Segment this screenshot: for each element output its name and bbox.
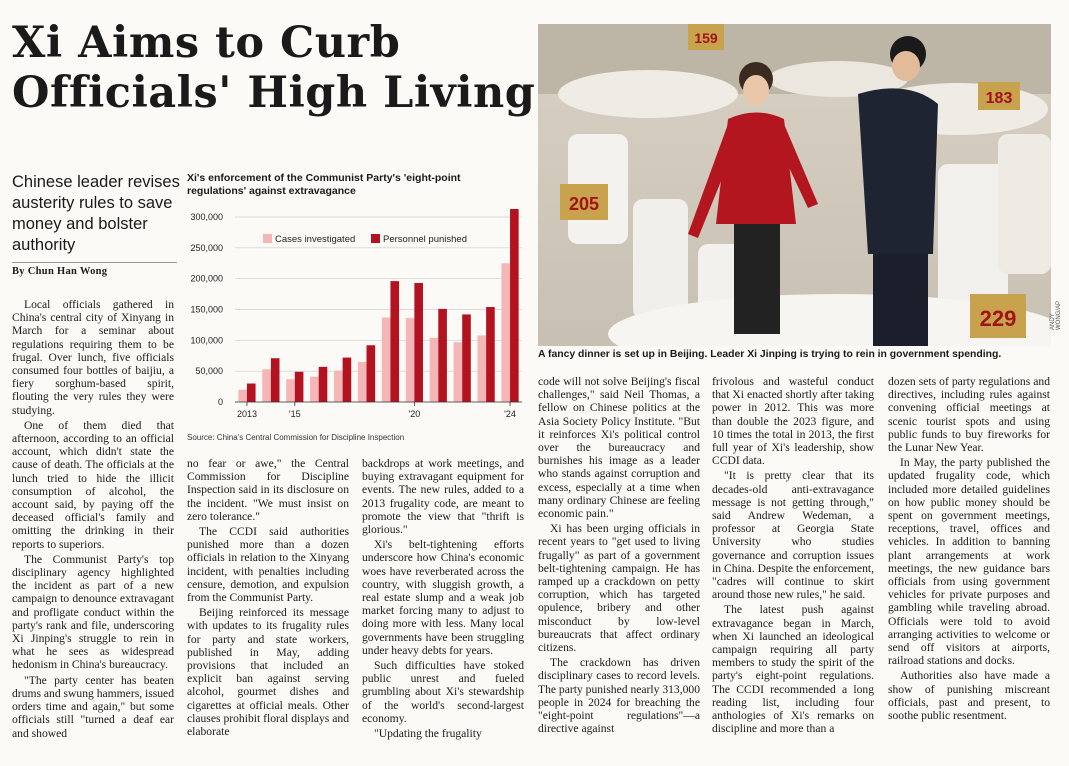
bar-cases [382, 318, 391, 402]
bar-cases [478, 335, 487, 402]
bar-punished [295, 372, 304, 402]
chart-svg [187, 172, 527, 430]
table-number-sign [978, 82, 1020, 110]
bar-cases [238, 390, 247, 402]
paragraph: Xi's belt-tightening efforts underscore how China's economic woes have reverberated across the country, with sluggish growth, a real estate slump and a weak job market forcing many to adjust to doing more with less. Many local governments have been struggling under heavy debts for years. [362, 538, 524, 657]
table-number-sign [688, 24, 724, 50]
paragraph: In May, the party published the updated frugality code, which included more detailed guidelines on how public money should be spent on government meetings, receptions, travel, offices and vehicles. In addition to banning plant arrangements at work meetings, the new guidance bars officials from using government vehicles for private purposes and gambling while traveling abroad. Officials were told to avoid arranging activities to welcome or send off visitors at airports, railroad stations and docks. [888, 456, 1050, 668]
bar-cases [262, 369, 271, 402]
table-number-sign [970, 294, 1026, 338]
bar-cases [334, 371, 343, 402]
legend-swatch [371, 234, 380, 243]
bar-punished [367, 345, 376, 402]
x-tick-label: '24 [504, 409, 516, 419]
article-column-6 [888, 375, 1050, 722]
paragraph: "The party center has beaten drums and swung hammers, issued orders time and again," but some officials still "turned a deaf ear and showed [12, 673, 174, 740]
bar-punished [462, 314, 471, 402]
y-tick-label: 250,000 [190, 242, 223, 253]
table-number: 159 [694, 30, 718, 46]
paragraph: backdrops at work meetings, and buying extravagant equipment for events. The new rules, added to a 2013 frugality code, are meant to promote the view that "thrift is glorious." [362, 457, 524, 537]
x-tick-label: '20 [408, 409, 421, 419]
bar-punished [319, 367, 328, 402]
paragraph: no fear or awe," the Central Commission for Discipline Inspection said in its disclosure on the incident. "We must insist on zero tolerance." [187, 457, 349, 523]
photo-caption: A fancy dinner is set up in Beijing. Leader Xi Jinping is trying to rein in government spending. [538, 349, 1002, 360]
legend-label: Personnel punished [383, 234, 467, 245]
legend-swatch [263, 234, 272, 243]
photo-credit: ANDY WONG/AP [1050, 300, 1062, 330]
y-tick-label: 150,000 [190, 304, 223, 315]
bar-punished [343, 358, 352, 402]
y-tick-label: 100,000 [190, 335, 223, 346]
paragraph: frivolous and wasteful conduct that Xi enacted shortly after taking power in 2012. This was more than double the 2023 figure, and 10 times the total in 2013, the first full year of Xi's leadership, show CCDI data. [712, 375, 874, 468]
y-tick-label: 200,000 [190, 273, 223, 284]
banquet-photo [538, 24, 1051, 346]
paragraph: code will not solve Beijing's fiscal challenges," said Neil Thomas, a fellow on Chinese politics at the Asia Society Policy Institute. "But it reinforces Xi's political control over the bureaucracy and burnishes his image as a leader who stands against corruption and excess, especially at a time when many ordinary Chinese are feeling economic pain." [538, 375, 700, 521]
bar-punished [390, 281, 399, 402]
paragraph: The Communist Party's top disciplinary agency highlighted the incident as part of a new campaign to denounce extravagant and profligate conduct within the party's rank and file, underscoring Xi Jinping's struggle to rein in what he sees as widespread hedonism in China's bureaucracy. [12, 552, 174, 672]
paragraph: dozen sets of party regulations and directives, including rules against convening official meetings at scenic tourist spots and using public funds to buy fireworks for the Lunar New Year. [888, 375, 1050, 455]
table-number: 205 [568, 194, 600, 214]
bar-cases [358, 362, 367, 402]
y-tick-label: 0 [217, 397, 223, 407]
article-column-5 [712, 375, 874, 735]
paragraph: The latest push against extravagance began in March, when Xi launched an ideological campaign requiring all party members to study the spirit of the party's eight-point regulations. The CCDI recommended a long reading list, including four anthologies of Xi's remarks on discipline and more than a [712, 603, 874, 736]
bar-punished [247, 384, 256, 403]
deck-subheadline: Chinese leader revises austerity rules to save money and bolster authority [12, 173, 180, 254]
article-column-4 [538, 375, 700, 735]
bar-cases [286, 379, 295, 402]
bar-punished [510, 209, 519, 402]
paragraph: Local officials gathered in China's central city of Xinyang in March for a seminar about regulations requiring them to be frugal. Over lunch, five officials consumed four bottles of baijiu, a fiery sorghum-based spirit, flouting the very rules they were studying. [12, 298, 174, 417]
x-tick-label: '15 [288, 409, 301, 419]
chart-title: Xi's enforcement of the Communist Party's 'eight-point regulations' against extravagance [187, 172, 461, 197]
byline: By Chun Han Wong [12, 266, 108, 277]
bar-cases [454, 342, 463, 402]
paragraph: Authorities also have made a show of punishing miscreant officials, past and present, to soothe public resentment. [888, 669, 1050, 723]
table-number: 183 [985, 90, 1013, 107]
bar-chart [187, 172, 527, 450]
paragraph: The crackdown has driven disciplinary cases to record levels. The party punished nearly 313,000 people in 2024 for breaching the "eight-point regulations"—a directive against [538, 656, 700, 736]
bar-cases [406, 318, 415, 402]
bar-punished [414, 283, 423, 402]
paragraph: Xi has been urging officials in recent years to "get used to living frugally" as part of a government belt-tightening campaign. He has ramped up a crackdown on petty corruption, which has targeted opulence, bribery and other misconduct by low-level bureaucrats that affect ordinary citizens. [538, 522, 700, 655]
headline: Xi Aims to Curb Officials' High Living [12, 18, 536, 118]
table-number: 229 [979, 306, 1017, 331]
paragraph: Such difficulties have stoked public unrest and fueled grumbling about Xi's stewardship of the world's second-largest economy. [362, 659, 524, 725]
paragraph: Beijing reinforced its message with updates to its frugality rules for party and state workers, published in May, adding provisions that included an explicit ban against serving alcohol, gourmet dishes and cigarettes at official meals. Other clauses prohibit floral displays and elaborate [187, 606, 349, 739]
legend-label: Cases investigated [275, 234, 356, 245]
chart-source: Source: China's Central Commission for Discipline Inspection [187, 433, 405, 442]
paragraph: One of them died that afternoon, according to an official account, which didn't state the cause of death. The officials at the lunch tried to hide the illicit consumption of alcohol, the account said, by paying off the deceased official's family and omitting the drinking in their reports to superiors. [12, 418, 174, 551]
y-tick-label: 50,000 [195, 366, 223, 377]
paragraph: The CCDI said authorities punished more than a dozen officials in relation to the Xinyang incident, with penalties including censure, demotion, and expulsion from the Communist Party. [187, 525, 349, 605]
article-column-3 [362, 457, 524, 740]
byline-rule [12, 262, 177, 263]
y-tick-label: 300,000 [190, 212, 223, 222]
bar-cases [501, 263, 510, 402]
bar-punished [486, 307, 495, 402]
paragraph: "Updating the frugality [374, 727, 482, 741]
table-number-sign [560, 184, 608, 220]
paragraph: "It is pretty clear that its decades-old anti-extravagance message is not getting through," said Andrew Wedeman, a professor at Georgia State University who studies governance and corruption issues in China. Despite the enforcement, "cadres will continue to skirt around those new rules," he said. [712, 469, 874, 602]
article-column-1 [12, 298, 174, 740]
bar-punished [438, 309, 447, 402]
bar-punished [271, 358, 280, 402]
bar-cases [310, 377, 319, 402]
x-tick-label: 2013 [236, 409, 257, 419]
banquet-photo-icon [538, 24, 1051, 346]
article-column-2 [187, 457, 349, 738]
bar-cases [430, 338, 439, 402]
